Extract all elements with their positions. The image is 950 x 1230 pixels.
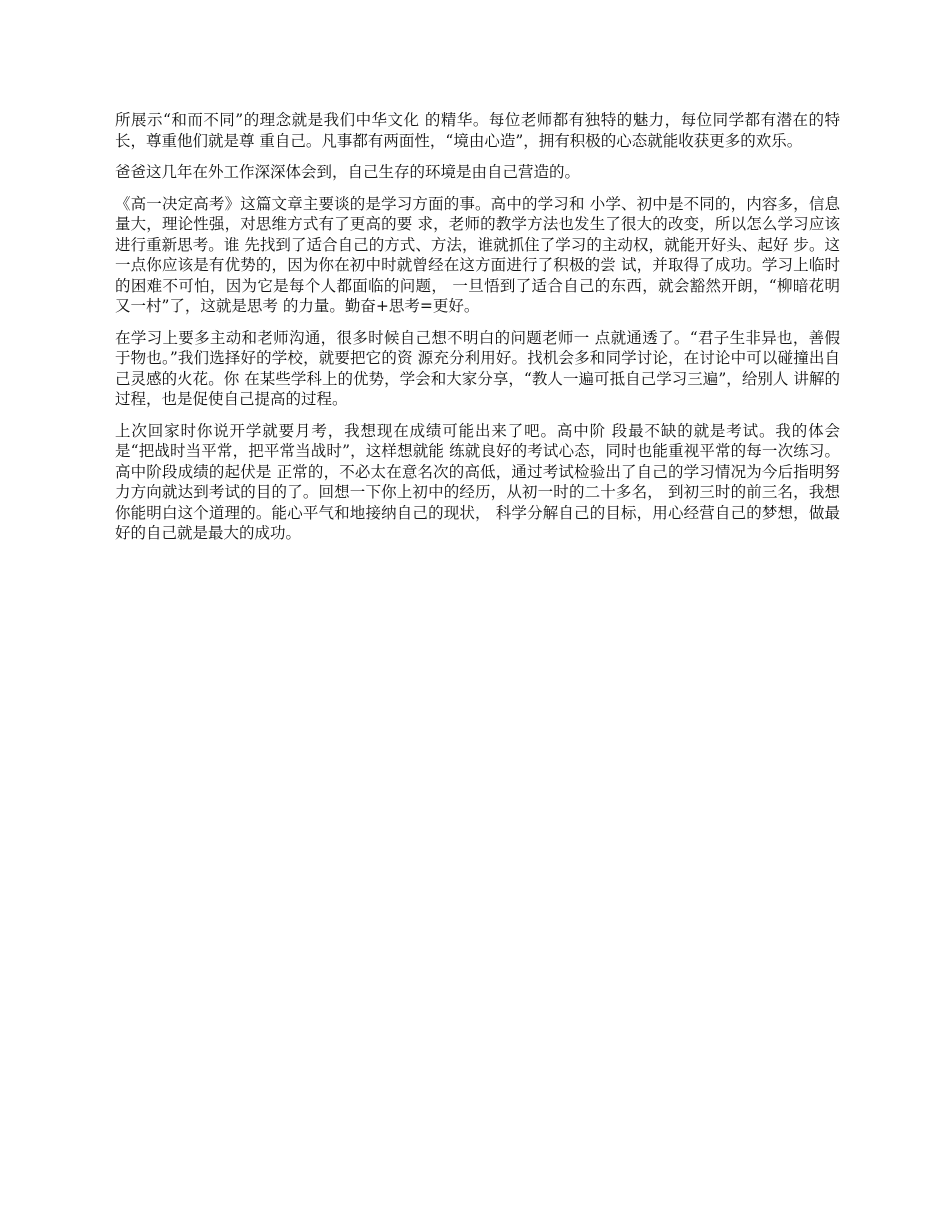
paragraph: 《高一决定高考》这篇文章主要谈的是学习方面的事。高中的学习和 小学、初中是不同的，内容多，信息量大，理论性强，对思维方式有了更高的要 求，老师的教学方法也发生了很大的改变，所以怎么学习应该进行重新思考。谁 先找到了适合自己的方式、方法，谁就抓住了学习的主动权，就能开好头、起好 步。这一点你应该是有优势的，因为你在初中时就曾经在这方面进行了积极的尝 试，并取得了成功。学习上临时的困难不可怕，因为它是每个人都面临的问题， 一旦悟到了适合自己的东西，就会豁然开朗，“柳暗花明又一村”了，这就是思考 的力量。勤奋+思考=更好。 bbox=[115, 194, 840, 315]
document-body bbox=[115, 110, 840, 555]
paragraph: 上次回家时你说开学就要月考，我想现在成绩可能出来了吧。高中阶 段最不缺的就是考试。我的体会是“把战时当平常，把平常当战时”，这样想就能 练就良好的考试心态，同时也能重视平常的每一次练习。高中阶段成绩的起伏是 正常的，不必太在意名次的高低，通过考试检验出了自己的学习情况为今后指明努力方向就达到考试的目的了。回想一下你上初中的经历，从初一时的二十多名， 到初三时的前三名，我想你能明白这个道理的。能心平气和地接纳自己的现状， 科学分解自己的目标，用心经营自己的梦想，做最好的自己就是最大的成功。 bbox=[115, 421, 840, 542]
paragraph: 爸爸这几年在外工作深深体会到，自己生存的环境是由自己营造的。 bbox=[115, 163, 581, 181]
paragraph: 在学习上要多主动和老师沟通，很多时候自己想不明白的问题老师一 点就通透了。“君子生非异也，善假于物也。”我们选择好的学校，就要把它的资 源充分利用好。找机会多和同学讨论，在讨论中可以碰撞出自己灵感的火花。你 在某些学科上的优势，学会和大家分享，“教人一遍可抵自己学习三遍”，给别人 讲解的过程，也是促使自己提高的过程。 bbox=[115, 328, 840, 408]
paragraph: 所展示“和而不同”的理念就是我们中华文化 的精华。每位老师都有独特的魅力，每位同学都有潜在的特长，尊重他们就是尊 重自己。凡事都有两面性，“境由心造”，拥有积极的心态就能收获更多的欢乐。 bbox=[115, 111, 840, 150]
